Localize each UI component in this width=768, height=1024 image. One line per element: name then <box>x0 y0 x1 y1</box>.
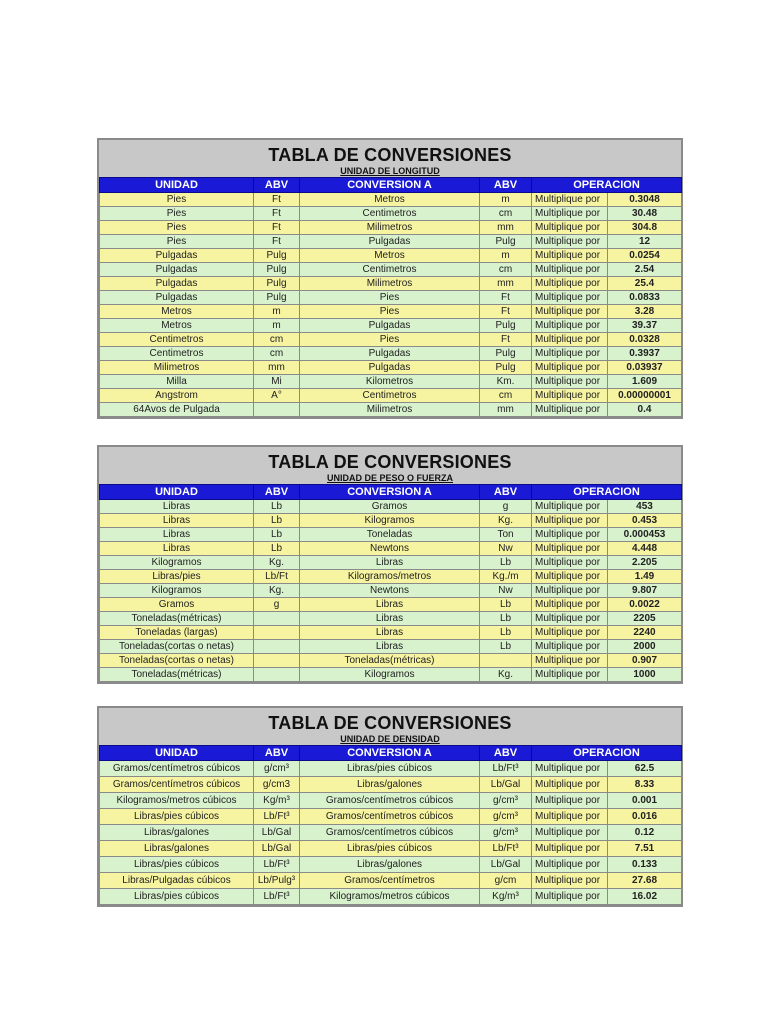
cell-operacion: Multiplique por <box>532 857 608 873</box>
cell-conversion: Libras/pies cúbicos <box>300 761 480 777</box>
table-row <box>100 277 682 291</box>
cell-abv: Ft <box>254 235 300 249</box>
cell-factor: 0.12 <box>608 825 682 841</box>
cell-abv: Lb/Ft <box>254 570 300 584</box>
cell-conversion: Gramos/centímetros cúbicos <box>300 809 480 825</box>
data-table <box>99 745 682 905</box>
cell-conversion: Centimetros <box>300 389 480 403</box>
cell-abv-2: Pulg <box>480 319 532 333</box>
cell-operacion: Multiplique por <box>532 333 608 347</box>
cell-abv: Kg. <box>254 556 300 570</box>
cell-operacion: Multiplique por <box>532 873 608 889</box>
cell-operacion: Multiplique por <box>532 612 608 626</box>
cell-abv: Lb <box>254 500 300 514</box>
cell-abv: Kg/m³ <box>254 793 300 809</box>
cell-conversion: Libras <box>300 640 480 654</box>
cell-factor: 2.205 <box>608 556 682 570</box>
cell-operacion: Multiplique por <box>532 207 608 221</box>
table-row <box>100 542 682 556</box>
cell-conversion: Pulgadas <box>300 361 480 375</box>
table-row <box>100 263 682 277</box>
cell-operacion: Multiplique por <box>532 777 608 793</box>
cell-factor: 27.68 <box>608 873 682 889</box>
cell-conversion: Pulgadas <box>300 347 480 361</box>
header-unidad: UNIDAD <box>100 746 254 761</box>
cell-factor: 30.48 <box>608 207 682 221</box>
table-row <box>100 207 682 221</box>
cell-abv-2: m <box>480 249 532 263</box>
cell-unidad: Libras/pies cúbicos <box>100 809 254 825</box>
cell-abv-2: Kg/m³ <box>480 889 532 905</box>
cell-abv-2: mm <box>480 221 532 235</box>
cell-abv: Lb/Ft³ <box>254 889 300 905</box>
cell-abv-2: Lb <box>480 626 532 640</box>
table-row <box>100 528 682 542</box>
cell-factor: 0.907 <box>608 654 682 668</box>
cell-factor: 1.49 <box>608 570 682 584</box>
cell-conversion: Milimetros <box>300 277 480 291</box>
cell-factor: 2000 <box>608 640 682 654</box>
cell-operacion: Multiplique por <box>532 640 608 654</box>
header-abv-2: ABV <box>480 485 532 500</box>
cell-abv: Lb/Gal <box>254 825 300 841</box>
cell-unidad: Libras/Pulgadas cúbicos <box>100 873 254 889</box>
cell-conversion: Newtons <box>300 584 480 598</box>
cell-abv-2 <box>480 654 532 668</box>
cell-factor: 62.5 <box>608 761 682 777</box>
table-row <box>100 640 682 654</box>
cell-abv-2: mm <box>480 403 532 417</box>
table-row <box>100 333 682 347</box>
cell-factor: 0.03937 <box>608 361 682 375</box>
cell-factor: 0.001 <box>608 793 682 809</box>
table-row <box>100 598 682 612</box>
table-row <box>100 570 682 584</box>
cell-abv: Pulg <box>254 263 300 277</box>
cell-factor: 0.4 <box>608 403 682 417</box>
cell-unidad: Metros <box>100 305 254 319</box>
cell-abv-2: Pulg <box>480 361 532 375</box>
cell-abv-2: Kg./m <box>480 570 532 584</box>
cell-factor: 39.37 <box>608 319 682 333</box>
cell-factor: 453 <box>608 500 682 514</box>
cell-conversion: Libras <box>300 556 480 570</box>
cell-abv: Mi <box>254 375 300 389</box>
cell-unidad: Pulgadas <box>100 291 254 305</box>
cell-abv-2: Kg. <box>480 668 532 682</box>
cell-operacion: Multiplique por <box>532 556 608 570</box>
table-row <box>100 235 682 249</box>
cell-operacion: Multiplique por <box>532 375 608 389</box>
cell-conversion: Gramos/centímetros <box>300 873 480 889</box>
cell-operacion: Multiplique por <box>532 361 608 375</box>
header-conversion: CONVERSION A <box>300 485 480 500</box>
cell-abv-2: m <box>480 193 532 207</box>
cell-abv-2: g <box>480 500 532 514</box>
header-operacion: OPERACION <box>532 485 682 500</box>
cell-factor: 0.0022 <box>608 598 682 612</box>
cell-abv-2: Lb <box>480 640 532 654</box>
data-table <box>99 177 682 417</box>
cell-conversion: Libras <box>300 612 480 626</box>
cell-conversion: Toneladas(métricas) <box>300 654 480 668</box>
cell-operacion: Multiplique por <box>532 542 608 556</box>
table-row <box>100 668 682 682</box>
table-row <box>100 361 682 375</box>
header-abv-2: ABV <box>480 178 532 193</box>
cell-factor: 0.0254 <box>608 249 682 263</box>
table-row <box>100 654 682 668</box>
cell-operacion: Multiplique por <box>532 500 608 514</box>
table-title: TABLA DE CONVERSIONES <box>268 452 512 472</box>
table-row <box>100 193 682 207</box>
table-title: TABLA DE CONVERSIONES <box>268 145 512 165</box>
table-row <box>100 556 682 570</box>
cell-abv <box>254 654 300 668</box>
cell-unidad: Pies <box>100 235 254 249</box>
cell-operacion: Multiplique por <box>532 528 608 542</box>
cell-unidad: Libras/pies <box>100 570 254 584</box>
cell-conversion: Gramos <box>300 500 480 514</box>
table-row <box>100 347 682 361</box>
cell-abv: cm <box>254 347 300 361</box>
cell-operacion: Multiplique por <box>532 654 608 668</box>
cell-factor: 8.33 <box>608 777 682 793</box>
table-subtitle: UNIDAD DE DENSIDAD <box>340 734 440 744</box>
cell-factor: 0.016 <box>608 809 682 825</box>
cell-conversion: Gramos/centímetros cúbicos <box>300 793 480 809</box>
header-row <box>100 746 682 761</box>
cell-unidad: Centimetros <box>100 347 254 361</box>
cell-abv: Pulg <box>254 277 300 291</box>
cell-abv <box>254 668 300 682</box>
cell-conversion: Libras/galones <box>300 857 480 873</box>
cell-abv <box>254 640 300 654</box>
header-abv: ABV <box>254 485 300 500</box>
cell-unidad: Toneladas(métricas) <box>100 612 254 626</box>
cell-abv-2: cm <box>480 263 532 277</box>
cell-factor: 16.02 <box>608 889 682 905</box>
cell-unidad: Gramos <box>100 598 254 612</box>
cell-operacion: Multiplique por <box>532 514 608 528</box>
cell-abv: Ft <box>254 193 300 207</box>
cell-operacion: Multiplique por <box>532 889 608 905</box>
cell-factor: 0.133 <box>608 857 682 873</box>
cell-factor: 0.00000001 <box>608 389 682 403</box>
cell-factor: 4.448 <box>608 542 682 556</box>
cell-abv-2: Ft <box>480 305 532 319</box>
cell-unidad: Pulgadas <box>100 263 254 277</box>
table-row <box>100 305 682 319</box>
cell-operacion: Multiplique por <box>532 841 608 857</box>
table-row <box>100 319 682 333</box>
cell-abv: mm <box>254 361 300 375</box>
cell-operacion: Multiplique por <box>532 626 608 640</box>
cell-factor: 0.3048 <box>608 193 682 207</box>
cell-abv-2: g/cm³ <box>480 809 532 825</box>
header-abv: ABV <box>254 178 300 193</box>
cell-factor: 1000 <box>608 668 682 682</box>
cell-abv: Lb/Ft³ <box>254 857 300 873</box>
cell-abv-2: g/cm³ <box>480 793 532 809</box>
cell-abv: Lb/Pulg³ <box>254 873 300 889</box>
table-row <box>100 809 682 825</box>
cell-unidad: Libras <box>100 500 254 514</box>
table-row <box>100 375 682 389</box>
cell-unidad: Angstrom <box>100 389 254 403</box>
table-row <box>100 514 682 528</box>
table-row <box>100 889 682 905</box>
cell-operacion: Multiplique por <box>532 263 608 277</box>
cell-factor: 25.4 <box>608 277 682 291</box>
cell-conversion: Metros <box>300 249 480 263</box>
cell-operacion: Multiplique por <box>532 403 608 417</box>
cell-unidad: 64Avos de Pulgada <box>100 403 254 417</box>
cell-unidad: Toneladas(cortas o netas) <box>100 640 254 654</box>
table-subtitle: UNIDAD DE LONGITUD <box>340 166 440 176</box>
cell-abv-2: Ton <box>480 528 532 542</box>
cell-abv-2: Pulg <box>480 235 532 249</box>
cell-operacion: Multiplique por <box>532 221 608 235</box>
cell-abv-2: Lb/Gal <box>480 777 532 793</box>
cell-conversion: Gramos/centímetros cúbicos <box>300 825 480 841</box>
table-row <box>100 761 682 777</box>
cell-abv: g <box>254 598 300 612</box>
cell-abv: cm <box>254 333 300 347</box>
cell-abv-2: Lb <box>480 612 532 626</box>
cell-unidad: Libras <box>100 514 254 528</box>
cell-factor: 0.0328 <box>608 333 682 347</box>
cell-abv: Lb/Ft³ <box>254 809 300 825</box>
table-row <box>100 793 682 809</box>
cell-factor: 2205 <box>608 612 682 626</box>
cell-abv-2: Nw <box>480 584 532 598</box>
cell-abv: g/cm³ <box>254 761 300 777</box>
cell-unidad: Libras <box>100 542 254 556</box>
data-table <box>99 484 682 682</box>
cell-factor: 3.28 <box>608 305 682 319</box>
table-row <box>100 873 682 889</box>
cell-unidad: Toneladas(métricas) <box>100 668 254 682</box>
cell-conversion: Libras/pies cúbicos <box>300 841 480 857</box>
cell-abv: A° <box>254 389 300 403</box>
cell-conversion: Pulgadas <box>300 235 480 249</box>
cell-conversion: Toneladas <box>300 528 480 542</box>
cell-unidad: Libras/pies cúbicos <box>100 857 254 873</box>
cell-abv-2: Lb/Ft³ <box>480 761 532 777</box>
cell-operacion: Multiplique por <box>532 825 608 841</box>
cell-unidad: Milimetros <box>100 361 254 375</box>
cell-abv: Ft <box>254 221 300 235</box>
cell-unidad: Kilogramos <box>100 556 254 570</box>
cell-abv-2: Ft <box>480 291 532 305</box>
header-operacion: OPERACION <box>532 746 682 761</box>
cell-abv <box>254 612 300 626</box>
cell-operacion: Multiplique por <box>532 291 608 305</box>
header-unidad: UNIDAD <box>100 485 254 500</box>
table-row <box>100 500 682 514</box>
header-operacion: OPERACION <box>532 178 682 193</box>
cell-operacion: Multiplique por <box>532 570 608 584</box>
cell-conversion: Metros <box>300 193 480 207</box>
cell-factor: 0.453 <box>608 514 682 528</box>
cell-abv: m <box>254 305 300 319</box>
cell-abv-2: Pulg <box>480 347 532 361</box>
header-abv-2: ABV <box>480 746 532 761</box>
cell-operacion: Multiplique por <box>532 389 608 403</box>
cell-abv-2: Ft <box>480 333 532 347</box>
cell-conversion: Milimetros <box>300 403 480 417</box>
cell-abv: m <box>254 319 300 333</box>
cell-operacion: Multiplique por <box>532 668 608 682</box>
cell-operacion: Multiplique por <box>532 305 608 319</box>
cell-unidad: Pies <box>100 207 254 221</box>
header-unidad: UNIDAD <box>100 178 254 193</box>
cell-operacion: Multiplique por <box>532 347 608 361</box>
table-subtitle: UNIDAD DE PESO O FUERZA <box>326 473 453 483</box>
cell-abv: Kg. <box>254 584 300 598</box>
cell-unidad: Centimetros <box>100 333 254 347</box>
cell-factor: 0.0833 <box>608 291 682 305</box>
cell-abv: g/cm3 <box>254 777 300 793</box>
header-conversion: CONVERSION A <box>300 746 480 761</box>
cell-operacion: Multiplique por <box>532 809 608 825</box>
cell-conversion: Pies <box>300 305 480 319</box>
cell-factor: 304.8 <box>608 221 682 235</box>
table-row <box>100 584 682 598</box>
cell-factor: 2.54 <box>608 263 682 277</box>
cell-operacion: Multiplique por <box>532 598 608 612</box>
cell-conversion: Newtons <box>300 542 480 556</box>
cell-abv: Lb <box>254 528 300 542</box>
cell-unidad: Toneladas(cortas o netas) <box>100 654 254 668</box>
header-row <box>100 485 682 500</box>
cell-factor: 0.3937 <box>608 347 682 361</box>
cell-abv: Ft <box>254 207 300 221</box>
table-row <box>100 291 682 305</box>
table-row <box>100 841 682 857</box>
cell-abv: Pulg <box>254 291 300 305</box>
table-row <box>100 857 682 873</box>
cell-unidad: Libras/galones <box>100 841 254 857</box>
conversion-table-peso <box>97 445 683 684</box>
cell-abv: Lb <box>254 514 300 528</box>
cell-conversion: Kilogramos/metros <box>300 570 480 584</box>
cell-abv: Lb/Gal <box>254 841 300 857</box>
cell-operacion: Multiplique por <box>532 319 608 333</box>
cell-conversion: Kilogramos/metros cúbicos <box>300 889 480 905</box>
cell-abv <box>254 403 300 417</box>
table-row <box>100 389 682 403</box>
table-row <box>100 221 682 235</box>
cell-unidad: Toneladas (largas) <box>100 626 254 640</box>
table-row <box>100 626 682 640</box>
cell-conversion: Libras <box>300 598 480 612</box>
cell-factor: 7.51 <box>608 841 682 857</box>
cell-unidad: Metros <box>100 319 254 333</box>
cell-conversion: Centimetros <box>300 263 480 277</box>
cell-unidad: Kilogramos <box>100 584 254 598</box>
cell-factor: 0.000453 <box>608 528 682 542</box>
cell-abv-2: Lb/Gal <box>480 857 532 873</box>
cell-abv: Lb <box>254 542 300 556</box>
table-row <box>100 612 682 626</box>
cell-abv-2: Kg. <box>480 514 532 528</box>
cell-abv-2: g/cm <box>480 873 532 889</box>
cell-operacion: Multiplique por <box>532 193 608 207</box>
cell-abv-2: mm <box>480 277 532 291</box>
cell-operacion: Multiplique por <box>532 761 608 777</box>
conversion-table-densidad <box>97 706 683 907</box>
cell-unidad: Pies <box>100 193 254 207</box>
cell-operacion: Multiplique por <box>532 793 608 809</box>
table-title: TABLA DE CONVERSIONES <box>268 713 512 733</box>
cell-operacion: Multiplique por <box>532 235 608 249</box>
cell-conversion: Pies <box>300 291 480 305</box>
table-row <box>100 403 682 417</box>
cell-abv-2: Km. <box>480 375 532 389</box>
cell-conversion: Kilogramos <box>300 668 480 682</box>
cell-unidad: Libras <box>100 528 254 542</box>
cell-unidad: Kilogramos/metros cúbicos <box>100 793 254 809</box>
table-row <box>100 777 682 793</box>
cell-abv-2: Lb <box>480 598 532 612</box>
header-conversion: CONVERSION A <box>300 178 480 193</box>
cell-operacion: Multiplique por <box>532 277 608 291</box>
cell-conversion: Kilometros <box>300 375 480 389</box>
cell-factor: 9.807 <box>608 584 682 598</box>
cell-conversion: Libras <box>300 626 480 640</box>
cell-abv-2: cm <box>480 389 532 403</box>
cell-abv-2: g/cm³ <box>480 825 532 841</box>
cell-factor: 1.609 <box>608 375 682 389</box>
cell-unidad: Pies <box>100 221 254 235</box>
cell-unidad: Milla <box>100 375 254 389</box>
cell-conversion: Milimetros <box>300 221 480 235</box>
cell-conversion: Pies <box>300 333 480 347</box>
cell-unidad: Libras/galones <box>100 825 254 841</box>
cell-factor: 2240 <box>608 626 682 640</box>
cell-unidad: Libras/pies cúbicos <box>100 889 254 905</box>
cell-unidad: Pulgadas <box>100 277 254 291</box>
cell-unidad: Gramos/centímetros cúbicos <box>100 777 254 793</box>
cell-conversion: Kilogramos <box>300 514 480 528</box>
conversion-table-longitud <box>97 138 683 419</box>
cell-conversion: Libras/galones <box>300 777 480 793</box>
cell-factor: 12 <box>608 235 682 249</box>
cell-abv-2: Lb <box>480 556 532 570</box>
cell-abv: Pulg <box>254 249 300 263</box>
cell-conversion: Centimetros <box>300 207 480 221</box>
table-row <box>100 249 682 263</box>
cell-conversion: Pulgadas <box>300 319 480 333</box>
header-row <box>100 178 682 193</box>
cell-operacion: Multiplique por <box>532 584 608 598</box>
cell-operacion: Multiplique por <box>532 249 608 263</box>
cell-abv-2: Lb/Ft³ <box>480 841 532 857</box>
header-abv: ABV <box>254 746 300 761</box>
cell-unidad: Pulgadas <box>100 249 254 263</box>
cell-abv-2: cm <box>480 207 532 221</box>
cell-unidad: Gramos/centímetros cúbicos <box>100 761 254 777</box>
cell-abv-2: Nw <box>480 542 532 556</box>
cell-abv <box>254 626 300 640</box>
table-row <box>100 825 682 841</box>
